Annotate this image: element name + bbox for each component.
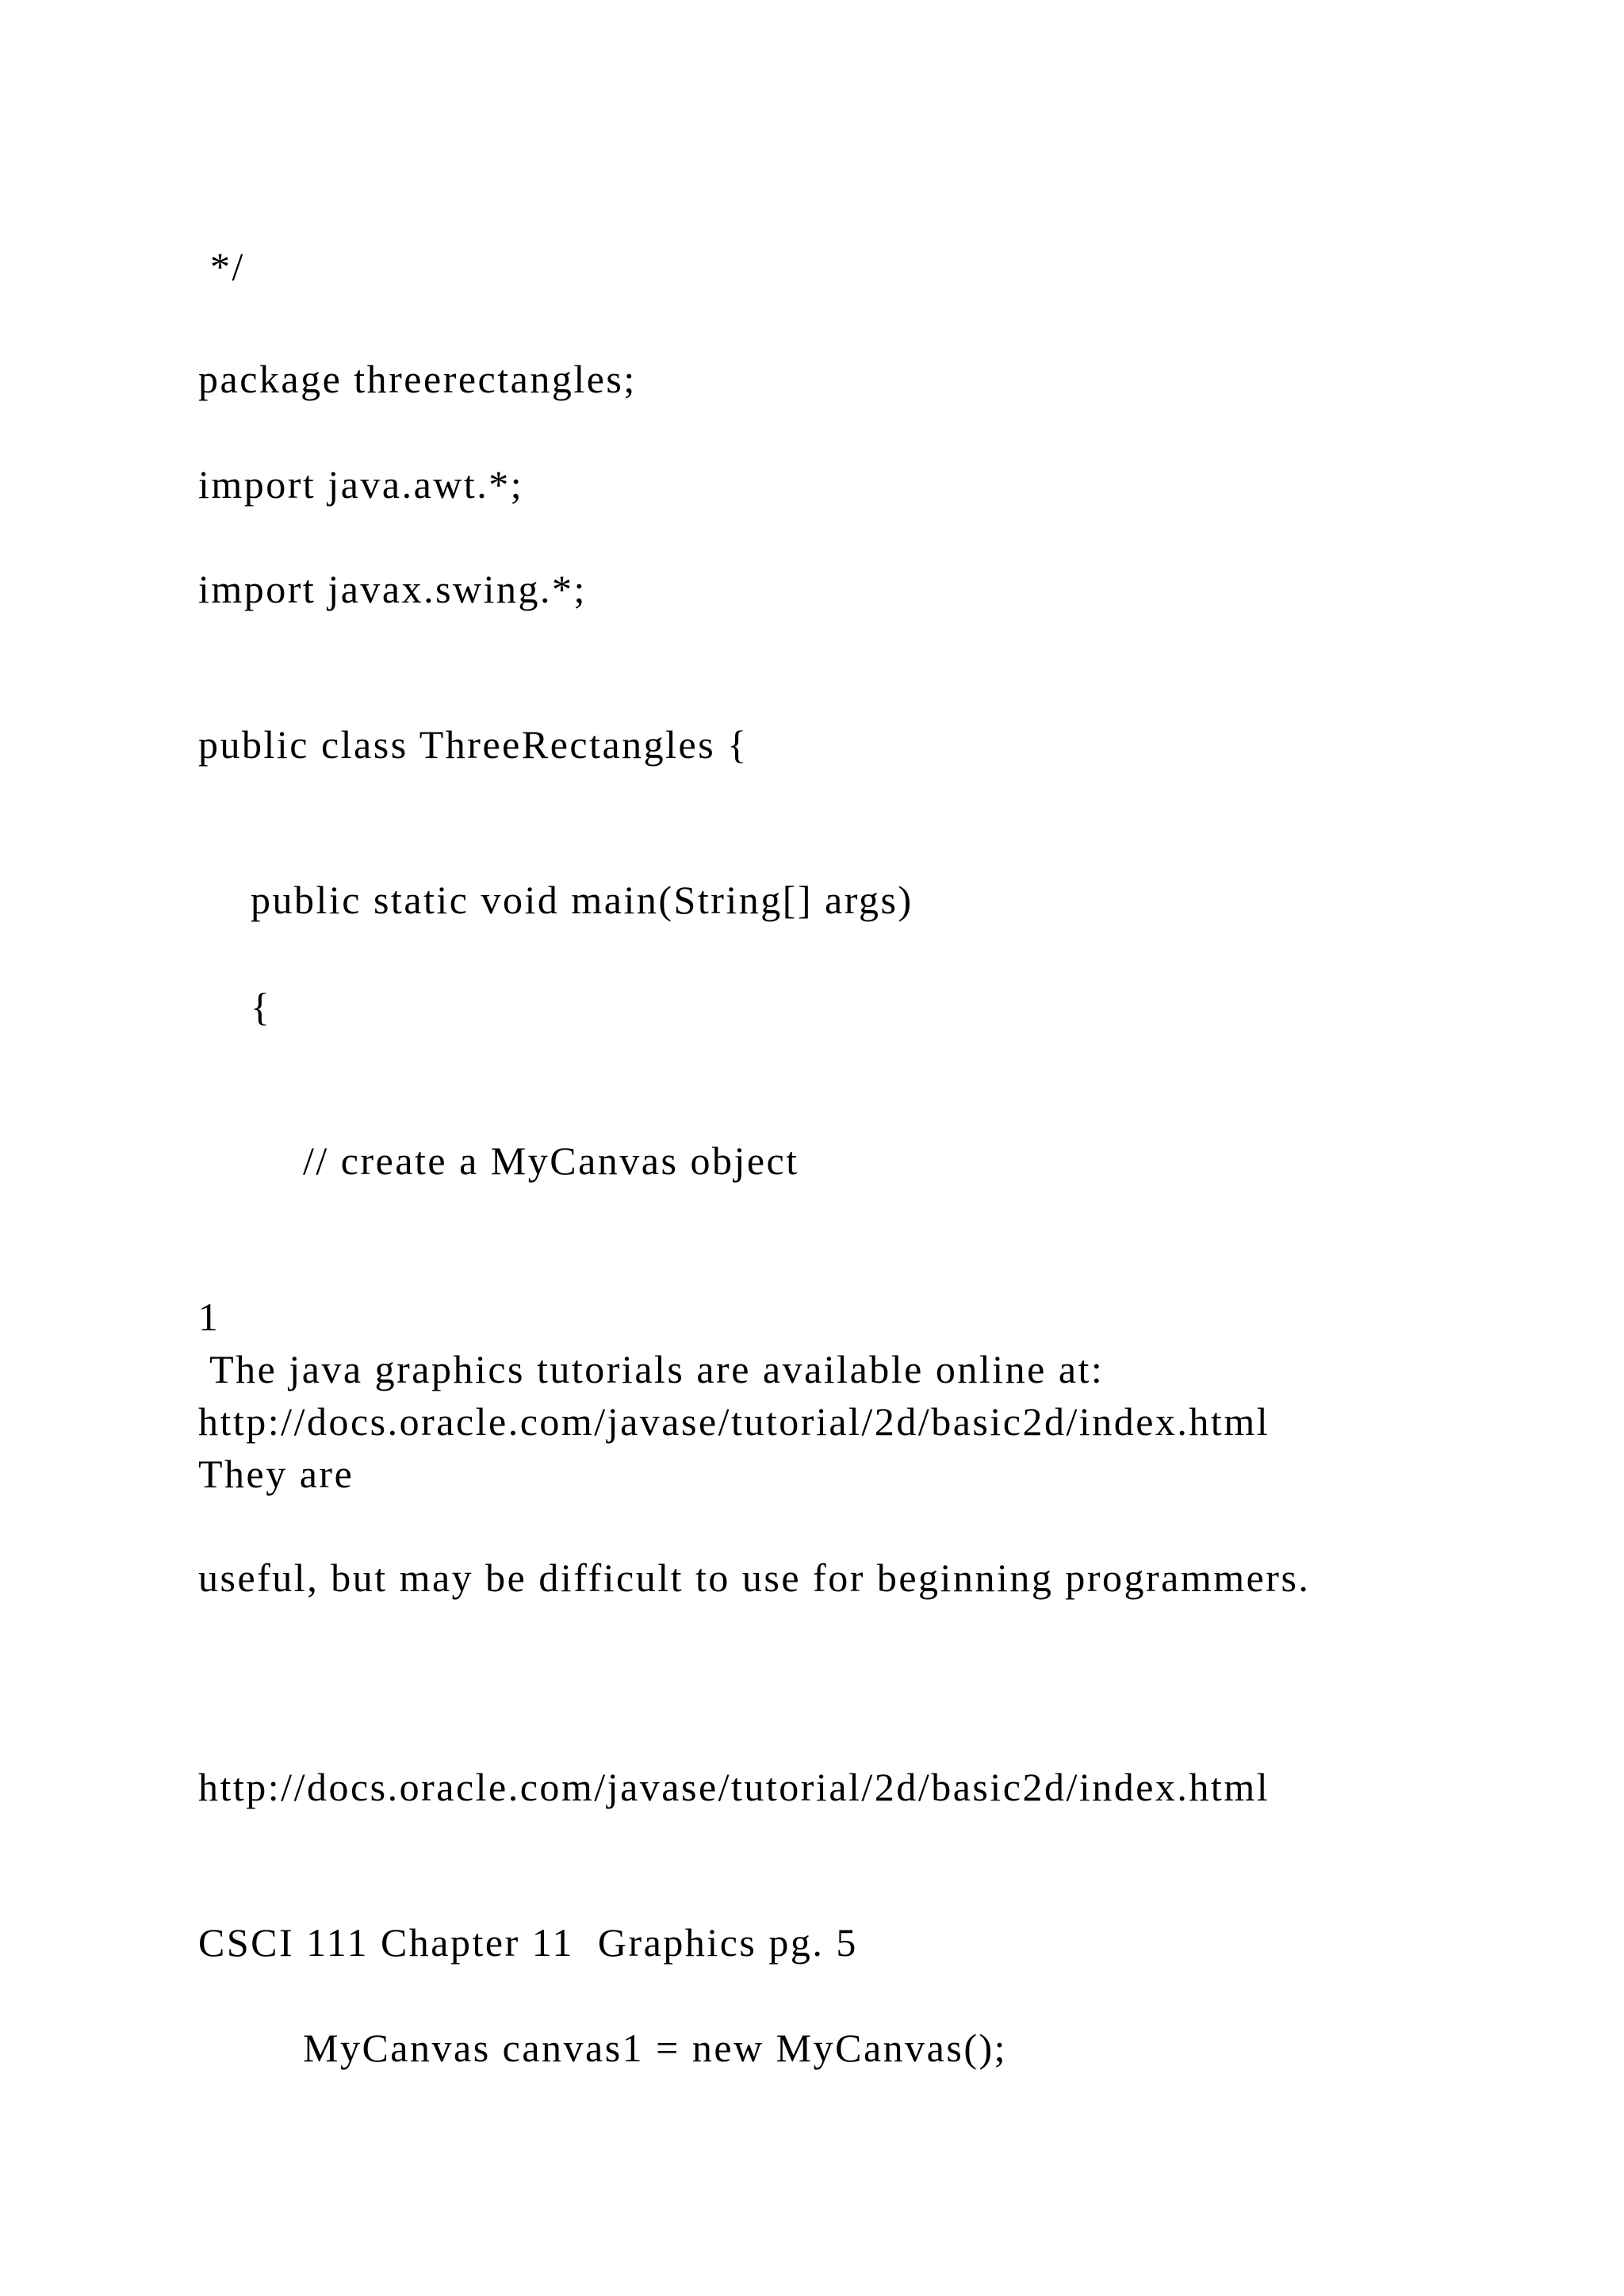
code-comment-line: // create a MyCanvas object [303,1138,799,1183]
footnote-text-line-3: They are [198,1452,354,1496]
comment-close-line: */ [198,244,245,289]
canvas-declaration-line: MyCanvas canvas1 = new MyCanvas(); [303,2026,1008,2070]
import-swing-line: import javax.swing.*; [198,567,587,611]
footnote-text-line-1: The java graphics tutorials are available online at: [198,1347,1105,1391]
page-header: CSCI 111 Chapter 11 Graphics pg. 5 [198,1920,858,1965]
footnote-number: 1 [198,1295,220,1339]
package-declaration-line: package threerectangles; [198,357,637,401]
footnote-text-line-2: http://docs.oracle.com/javase/tutorial/2d/basic2d/index.html [198,1399,1270,1444]
import-awt-line: import java.awt.*; [198,462,524,507]
footnote-text-line-4: useful, but may be difficult to use for beginning programmers. [198,1556,1311,1600]
tutorial-link[interactable]: http://docs.oracle.com/javase/tutorial/2d/basic2d/index.html [198,1765,1270,1809]
open-brace-line: { [251,985,272,1029]
main-method-line: public static void main(String[] args) [251,878,914,922]
class-declaration-line: public class ThreeRectangles { [198,722,749,767]
